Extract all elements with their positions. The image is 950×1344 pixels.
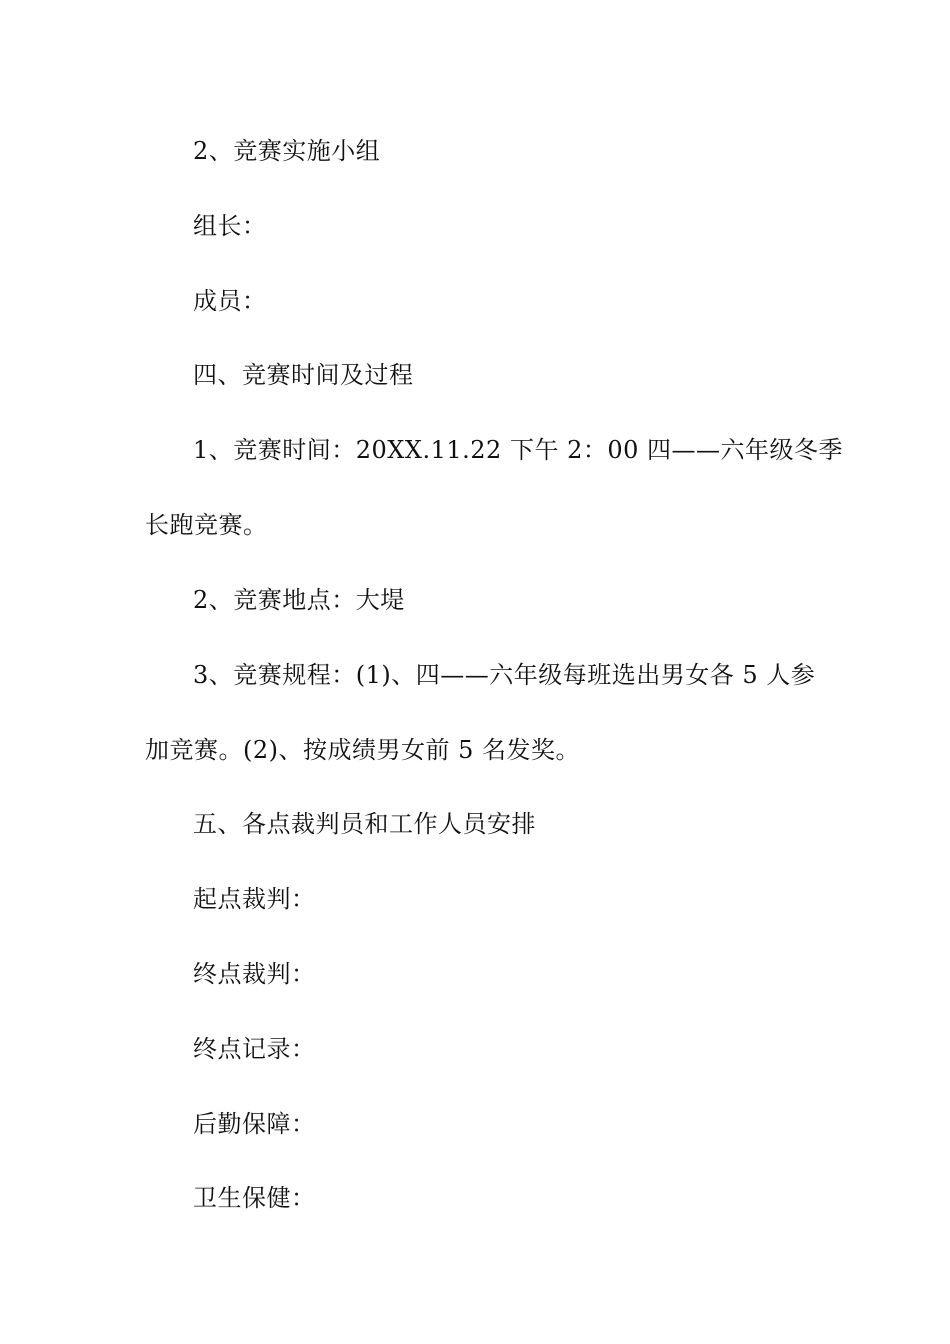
- health-care-label: 卫生保健：: [193, 1184, 316, 1212]
- team-leader-label: 组长：: [193, 212, 267, 240]
- paragraph-competition-time: 1、竞赛时间：20XX.11.22 下午 2：00 四——六年级冬季: [193, 436, 844, 464]
- team-members-label: 成员：: [193, 287, 267, 315]
- logistics-support-label: 后勤保障：: [193, 1110, 316, 1138]
- finish-referee-label: 终点裁判：: [193, 960, 316, 988]
- section-subheading-implementation-team: 2、竞赛实施小组: [193, 137, 381, 165]
- finish-recorder-label: 终点记录：: [193, 1035, 316, 1063]
- section-heading-time-and-process: 四、竞赛时间及过程: [193, 361, 414, 389]
- paragraph-competition-rules: 3、竞赛规程：(1)、四——六年级每班选出男女各 5 人参: [193, 661, 816, 689]
- section-heading-referees-and-staff: 五、各点裁判员和工作人员安排: [193, 810, 536, 838]
- paragraph-competition-rules-continued: 加竞赛。(2)、按成绩男女前 5 名发奖。: [145, 736, 581, 764]
- paragraph-competition-time-continued: 长跑竞赛。: [145, 511, 268, 539]
- paragraph-competition-location: 2、竞赛地点：大堤: [193, 586, 405, 614]
- start-referee-label: 起点裁判：: [193, 885, 316, 913]
